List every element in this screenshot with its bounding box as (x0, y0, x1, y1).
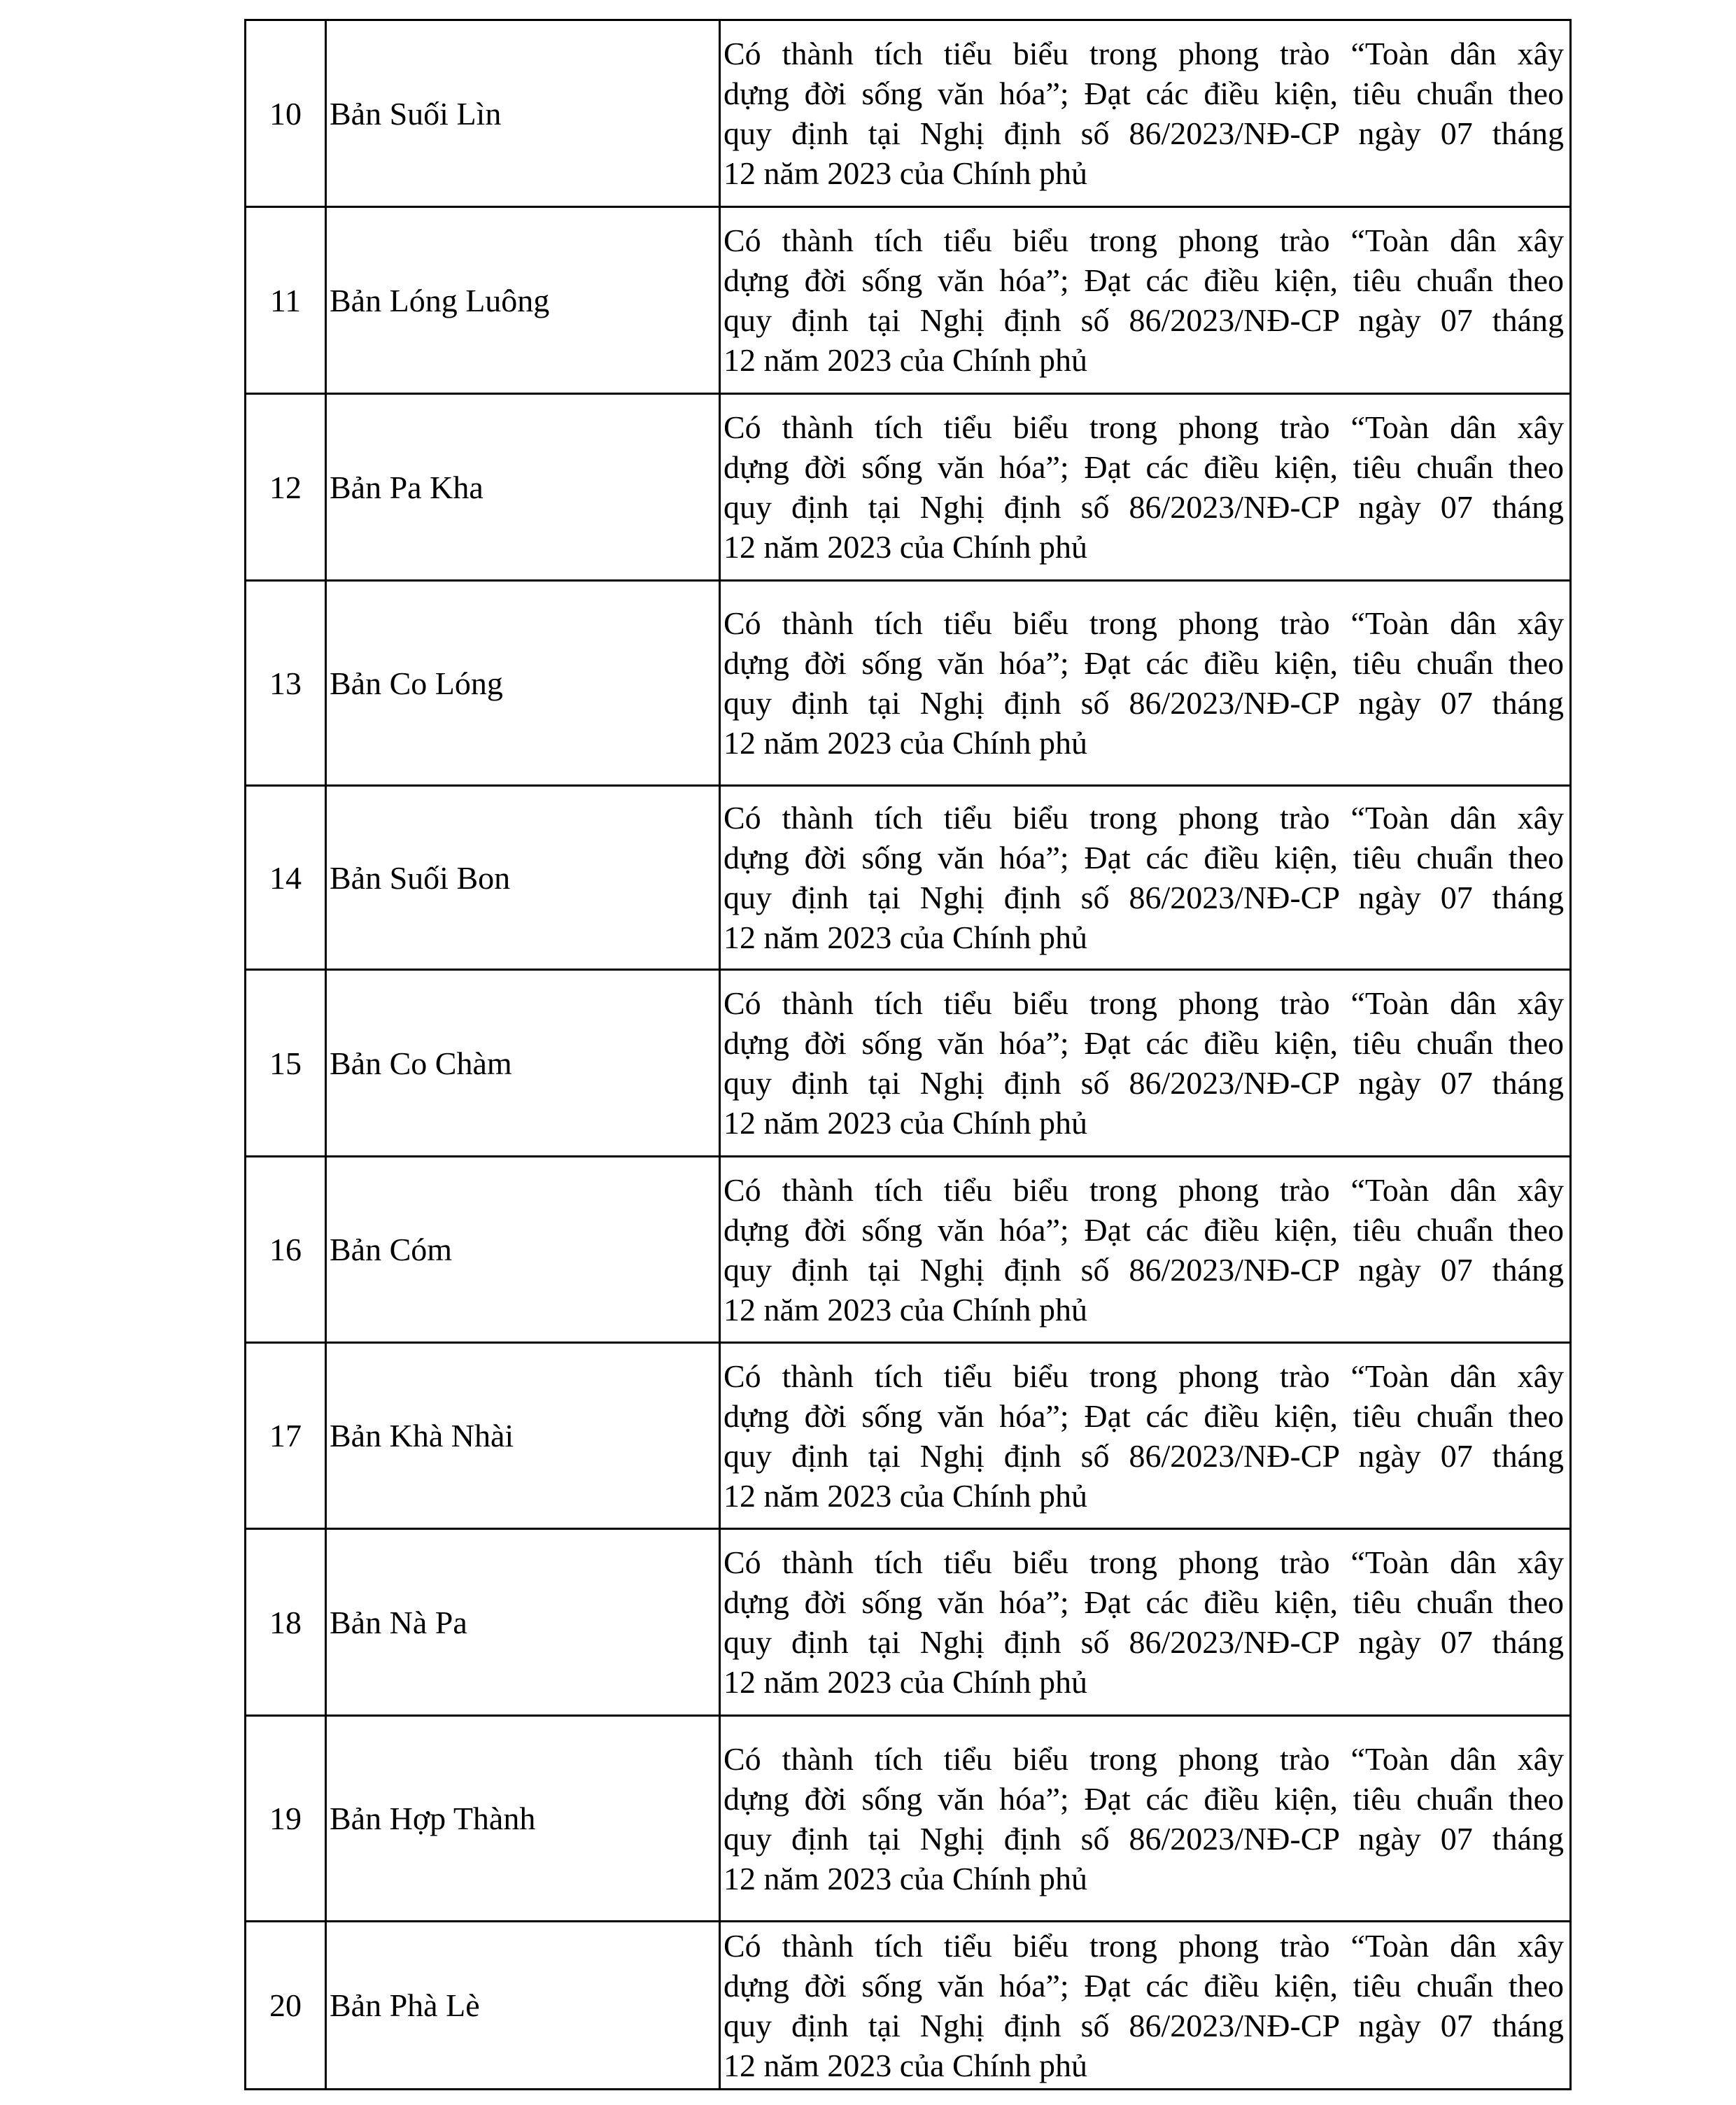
achievement-description-cell (720, 1922, 1571, 2090)
description-line: Có thành tích tiểu biểu trong phong trào “Toàn dân xây (724, 605, 1564, 641)
row-number-cell: 14 (246, 786, 326, 970)
row-number-cell: 16 (246, 1157, 326, 1343)
village-name-cell: Bản Co Lóng (326, 581, 720, 786)
description-line: dựng đời sống văn hóa”; Đạt các điều kiện, tiêu chuẩn theo (724, 1584, 1564, 1620)
achievement-description-cell (720, 970, 1571, 1157)
description-line: dựng đời sống văn hóa”; Đạt các điều kiện, tiêu chuẩn theo (724, 449, 1564, 485)
table-row (246, 1716, 1571, 1922)
description-line: 12 năm 2023 của Chính phủ (724, 1860, 1087, 1896)
description-line: 12 năm 2023 của Chính phủ (724, 1664, 1087, 1700)
description-line: dựng đời sống văn hóa”; Đạt các điều kiện, tiêu chuẩn theo (724, 1025, 1564, 1061)
achievement-description-cell (720, 786, 1571, 970)
description-line: quy định tại Nghị định số 86/2023/NĐ-CP ngày 07 tháng (724, 685, 1564, 721)
description-line: quy định tại Nghị định số 86/2023/NĐ-CP ngày 07 tháng (724, 1624, 1564, 1660)
achievement-description-cell (720, 1343, 1571, 1529)
description-line: Có thành tích tiểu biểu trong phong trào “Toàn dân xây (724, 36, 1564, 71)
achievement-description-cell (720, 207, 1571, 394)
table-row (246, 394, 1571, 581)
row-number-cell: 11 (246, 207, 326, 394)
description-line: 12 năm 2023 của Chính phủ (724, 1291, 1087, 1328)
description-line: 12 năm 2023 của Chính phủ (724, 155, 1087, 191)
description-line: dựng đời sống văn hóa”; Đạt các điều kiện, tiêu chuẩn theo (724, 1780, 1564, 1817)
row-number-cell: 12 (246, 394, 326, 581)
description-line: Có thành tích tiểu biểu trong phong trào “Toàn dân xây (724, 1544, 1564, 1580)
award-table (244, 19, 1572, 2090)
achievement-description-cell (720, 20, 1571, 207)
table-row (246, 970, 1571, 1157)
description-line: 12 năm 2023 của Chính phủ (724, 1477, 1087, 1514)
description-line: 12 năm 2023 của Chính phủ (724, 725, 1087, 761)
achievement-description-cell (720, 581, 1571, 786)
village-name-cell: Bản Co Chàm (326, 970, 720, 1157)
table-row (246, 20, 1571, 207)
description-line: dựng đời sống văn hóa”; Đạt các điều kiện, tiêu chuẩn theo (724, 76, 1564, 111)
table-row (246, 1529, 1571, 1716)
description-line: Có thành tích tiểu biểu trong phong trào “Toàn dân xây (724, 1740, 1564, 1777)
achievement-description-cell (720, 1157, 1571, 1343)
row-number-cell: 15 (246, 970, 326, 1157)
description-line: quy định tại Nghị định số 86/2023/NĐ-CP ngày 07 tháng (724, 1437, 1564, 1474)
description-line: Có thành tích tiểu biểu trong phong trào “Toàn dân xây (724, 1171, 1564, 1208)
description-line: 12 năm 2023 của Chính phủ (724, 1105, 1087, 1141)
row-number-cell: 17 (246, 1343, 326, 1529)
achievement-description-cell (720, 1716, 1571, 1922)
description-line: Có thành tích tiểu biểu trong phong trào “Toàn dân xây (724, 985, 1564, 1021)
description-line: quy định tại Nghị định số 86/2023/NĐ-CP ngày 07 tháng (724, 2007, 1564, 2043)
achievement-description-cell (720, 1529, 1571, 1716)
description-line: Có thành tích tiểu biểu trong phong trào “Toàn dân xây (724, 409, 1564, 445)
description-line: 12 năm 2023 của Chính phủ (724, 529, 1087, 565)
description-line: 12 năm 2023 của Chính phủ (724, 2047, 1087, 2083)
village-name-cell: Bản Pa Kha (326, 394, 720, 581)
achievement-description-cell (720, 394, 1571, 581)
row-number-cell: 13 (246, 581, 326, 786)
description-line: Có thành tích tiểu biểu trong phong trào “Toàn dân xây (724, 800, 1564, 836)
description-line: quy định tại Nghị định số 86/2023/NĐ-CP ngày 07 tháng (724, 1065, 1564, 1101)
description-line: quy định tại Nghị định số 86/2023/NĐ-CP ngày 07 tháng (724, 1820, 1564, 1857)
village-name-cell: Bản Lóng Luông (326, 207, 720, 394)
table-row (246, 1343, 1571, 1529)
description-line: dựng đời sống văn hóa”; Đạt các điều kiện, tiêu chuẩn theo (724, 840, 1564, 875)
village-name-cell: Bản Suối Lìn (326, 20, 720, 207)
table-row (246, 207, 1571, 394)
description-line: dựng đời sống văn hóa”; Đạt các điều kiện, tiêu chuẩn theo (724, 1967, 1564, 2004)
description-line: quy định tại Nghị định số 86/2023/NĐ-CP ngày 07 tháng (724, 302, 1564, 338)
village-name-cell: Bản Khà Nhài (326, 1343, 720, 1529)
table-row (246, 786, 1571, 970)
description-line: quy định tại Nghị định số 86/2023/NĐ-CP ngày 07 tháng (724, 1251, 1564, 1288)
description-line: quy định tại Nghị định số 86/2023/NĐ-CP ngày 07 tháng (724, 115, 1564, 151)
description-line: Có thành tích tiểu biểu trong phong trào “Toàn dân xây (724, 1358, 1564, 1394)
row-number-cell: 10 (246, 20, 326, 207)
description-line: quy định tại Nghị định số 86/2023/NĐ-CP ngày 07 tháng (724, 880, 1564, 915)
description-line: 12 năm 2023 của Chính phủ (724, 920, 1087, 955)
table-row (246, 581, 1571, 786)
village-name-cell: Bản Suối Bon (326, 786, 720, 970)
table-row (246, 1157, 1571, 1343)
description-line: Có thành tích tiểu biểu trong phong trào “Toàn dân xây (724, 223, 1564, 258)
row-number-cell: 20 (246, 1922, 326, 2090)
row-number-cell: 19 (246, 1716, 326, 1922)
award-table-body (246, 20, 1571, 2090)
village-name-cell: Bản Nà Pa (326, 1529, 720, 1716)
row-number-cell: 18 (246, 1529, 326, 1716)
description-line: dựng đời sống văn hóa”; Đạt các điều kiện, tiêu chuẩn theo (724, 1398, 1564, 1434)
village-name-cell: Bản Phà Lè (326, 1922, 720, 2090)
description-line: dựng đời sống văn hóa”; Đạt các điều kiện, tiêu chuẩn theo (724, 645, 1564, 681)
description-line: quy định tại Nghị định số 86/2023/NĐ-CP ngày 07 tháng (724, 489, 1564, 525)
description-line: Có thành tích tiểu biểu trong phong trào “Toàn dân xây (724, 1927, 1564, 1964)
village-name-cell: Bản Hợp Thành (326, 1716, 720, 1922)
village-name-cell: Bản Cóm (326, 1157, 720, 1343)
description-line: dựng đời sống văn hóa”; Đạt các điều kiện, tiêu chuẩn theo (724, 262, 1564, 298)
table-row (246, 1922, 1571, 2090)
description-line: dựng đời sống văn hóa”; Đạt các điều kiện, tiêu chuẩn theo (724, 1211, 1564, 1248)
description-line: 12 năm 2023 của Chính phủ (724, 342, 1087, 378)
